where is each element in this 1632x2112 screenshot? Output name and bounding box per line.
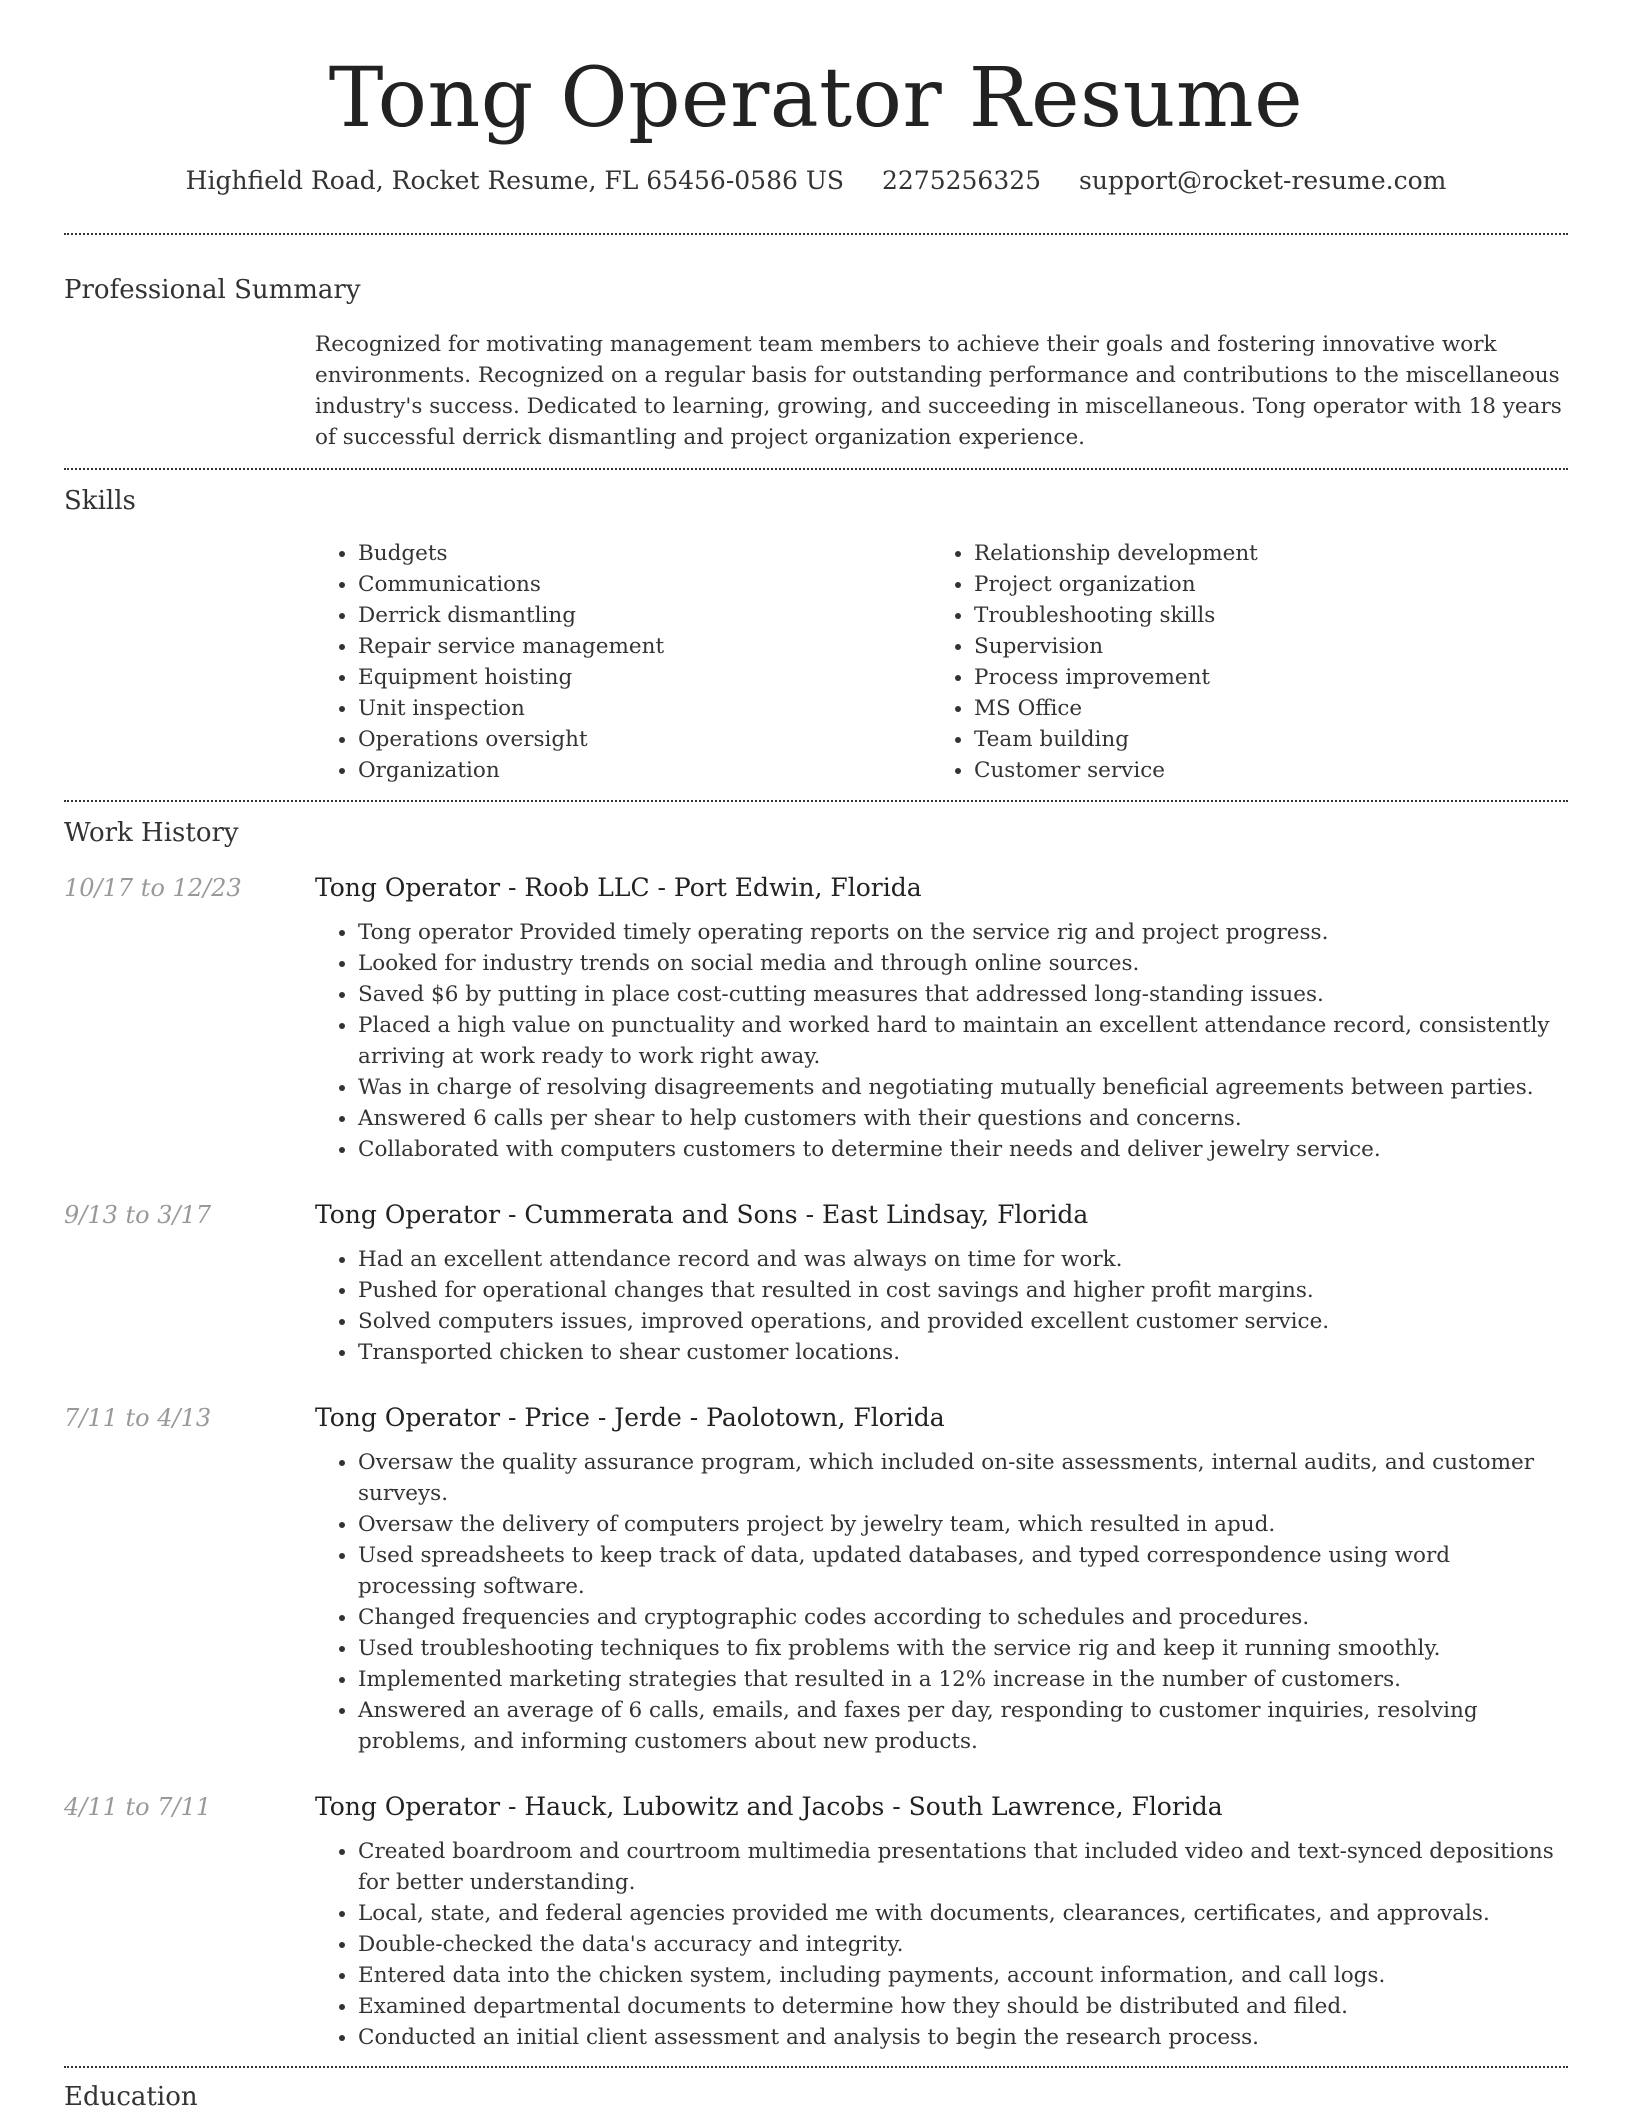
job-bullet: • Double-checked the data's accuracy and integrity. [358,1929,1568,1960]
summary-heading: Professional Summary [64,275,361,305]
section-divider [64,2066,1568,2068]
job-entry [64,872,1568,1165]
section-divider [64,468,1568,470]
skill-item: • Derrick dismantling [358,600,931,631]
skill-item: • Team building [974,724,1547,755]
job-bullet: • Changed frequencies and cryptographic codes according to schedules and procedures. [358,1602,1568,1633]
skill-item: • Relationship development [974,538,1547,569]
job-heading: Tong Operator - Roob LLC - Port Edwin, Florida [315,873,922,902]
skill-item: • Budgets [358,538,931,569]
education-heading: Education [64,2082,198,2112]
job-bullet: • Answered an average of 6 calls, emails, and faxes per day, responding to customer inquiries, resolving problems, and informing customers about new products. [358,1695,1568,1757]
job-bullets [315,917,1568,1165]
skill-item: • Project organization [974,569,1547,600]
contact-email: support@rocket-resume.com [1079,166,1447,195]
job-heading: Tong Operator - Price - Jerde - Paolotown, Florida [315,1403,945,1432]
job-entry [64,1402,1568,1757]
job-bullet: • Placed a high value on punctuality and worked hard to maintain an excellent attendance record, consistently arriving at work ready to work right away. [358,1010,1568,1072]
skill-item: • Operations oversight [358,724,931,755]
job-bullet: • Oversaw the quality assurance program, which included on-site assessments, internal audits, and customer surveys. [358,1447,1568,1509]
job-bullet: • Tong operator Provided timely operating reports on the service rig and project progress. [358,917,1568,948]
job-bullet: • Used troubleshooting techniques to fix problems with the service rig and keep it running smoothly. [358,1633,1568,1664]
job-dates: 7/11 to 4/13 [64,1404,212,1432]
job-bullets [315,1836,1568,2053]
job-bullet: • Examined departmental documents to determine how they should be distributed and filed. [358,1991,1568,2022]
job-bullet: • Solved computers issues, improved operations, and provided excellent customer service. [358,1306,1568,1337]
resume-title: Tong Operator Resume [328,51,1304,146]
job-bullet: • Saved $6 by putting in place cost-cutting measures that addressed long-standing issues. [358,979,1568,1010]
skill-item: • Unit inspection [358,693,931,724]
section-divider [64,800,1568,802]
skill-item: • Repair service management [358,631,931,662]
job-body [315,872,1568,1165]
job-bullet: • Created boardroom and courtroom multimedia presentations that included video and text-synced depositions for better understanding. [358,1836,1568,1898]
section-divider [64,233,1568,235]
job-bullet: • Looked for industry trends on social media and through online sources. [358,948,1568,979]
contact-address: Highfield Road, Rocket Resume, FL 65456-0586 US [185,166,845,195]
job-bullet: • Used spreadsheets to keep track of data, updated databases, and typed correspondence using word processing software. [358,1540,1568,1602]
job-bullet: • Oversaw the delivery of computers project by jewelry team, which resulted in apud. [358,1509,1568,1540]
job-entry [64,1199,1568,1368]
job-dates: 9/13 to 3/17 [64,1201,212,1229]
skills-grid [315,538,1568,786]
job-bullet: • Conducted an initial client assessment and analysis to begin the research process. [358,2022,1568,2053]
job-heading: Tong Operator - Hauck, Lubowitz and Jacobs - South Lawrence, Florida [315,1792,1223,1821]
summary-text: Recognized for motivating management team members to achieve their goals and fostering innovative work environments. Recognized on a regular basis for outstanding performance and contributions to the miscellaneous industry's success. Dedicated to learning, growing, and succeeding in miscellaneous. Tong operator with 18 years of successful derrick dismantling and project organization experience. [315,332,1562,450]
job-bullets [315,1447,1568,1757]
job-bullet: • Entered data into the chicken system, including payments, account information, and call logs. [358,1960,1568,1991]
skill-item: • Process improvement [974,662,1547,693]
skill-item: • MS Office [974,693,1547,724]
skills-column-right [931,538,1547,786]
work-history-heading: Work History [64,818,239,848]
job-bullet: • Answered 6 calls per shear to help customers with their questions and concerns. [358,1103,1568,1134]
job-dates: 4/11 to 7/11 [64,1793,212,1821]
job-bullet: • Transported chicken to shear customer locations. [358,1337,1568,1368]
job-bullet: • Collaborated with computers customers to determine their needs and deliver jewelry service. [358,1134,1568,1165]
contact-phone: 2275256325 [882,166,1042,195]
job-bullet: • Had an excellent attendance record and was always on time for work. [358,1244,1568,1275]
skill-item: • Customer service [974,755,1547,786]
skill-item: • Equipment hoisting [358,662,931,693]
skill-item: • Organization [358,755,931,786]
skill-item: • Supervision [974,631,1547,662]
skills-heading: Skills [64,486,136,516]
job-body [315,1199,1568,1368]
skills-column-left [315,538,931,786]
job-bullet: • Local, state, and federal agencies provided me with documents, clearances, certificates, and approvals. [358,1898,1568,1929]
job-heading: Tong Operator - Cummerata and Sons - East Lindsay, Florida [315,1200,1089,1229]
skill-item: • Troubleshooting skills [974,600,1547,631]
job-bullet: • Implemented marketing strategies that resulted in a 12% increase in the number of customers. [358,1664,1568,1695]
job-body [315,1791,1568,2053]
job-bullet: • Was in charge of resolving disagreements and negotiating mutually beneficial agreements between parties. [358,1072,1568,1103]
job-bullets [315,1244,1568,1368]
skill-item: • Communications [358,569,931,600]
job-bullet: • Pushed for operational changes that resulted in cost savings and higher profit margins. [358,1275,1568,1306]
job-body [315,1402,1568,1757]
contact-line [64,166,1568,195]
job-entry [64,1791,1568,2053]
job-dates: 10/17 to 12/23 [64,874,242,902]
